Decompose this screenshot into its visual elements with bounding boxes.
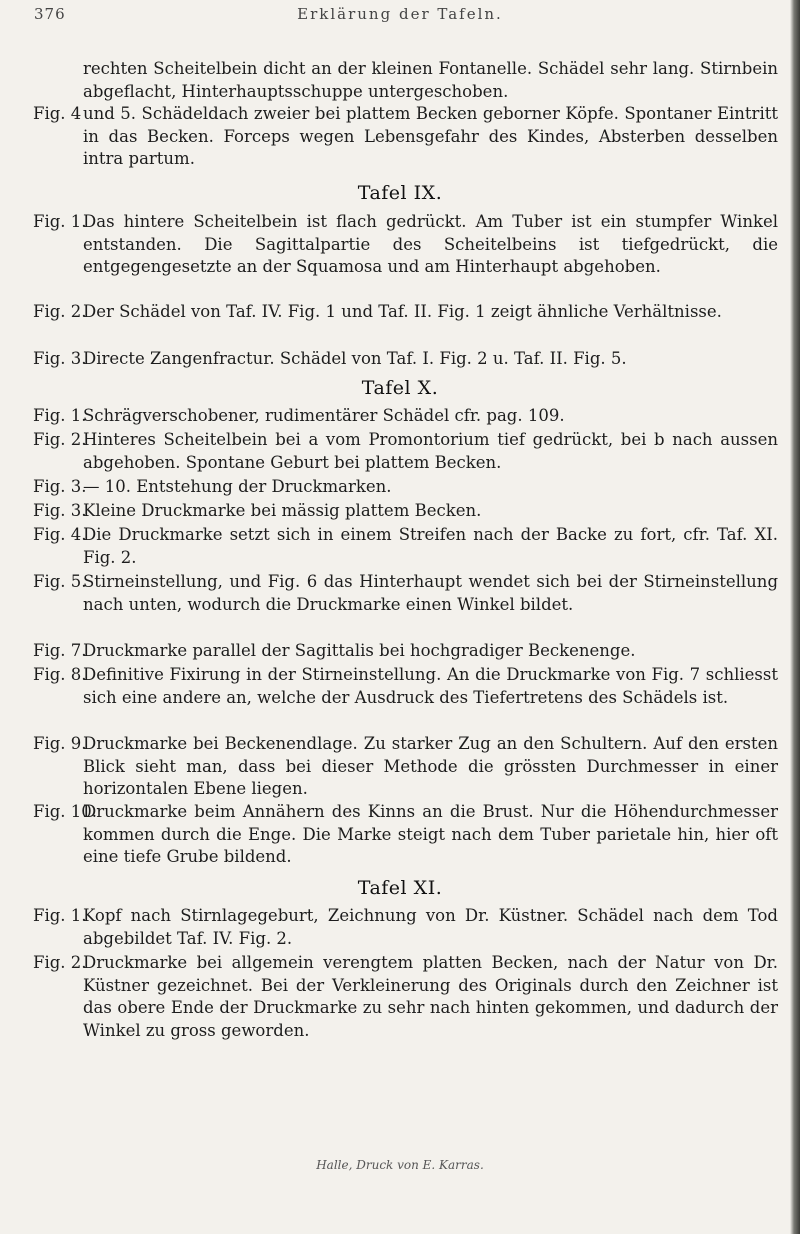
figure-description: Definitive Fixirung in der Stirneinstellung. An die Druckmarke von Fig. 7 schliesst sich eine andere an, welche der Ausdruck des Tiefertretens des Schädels ist. [83,665,778,707]
figure-description: Druckmarke beim Annähern des Kinns an die Brust. Nur die Höhendurchmesser kommen durch die Enge. Die Marke steigt nach dem Tuber parietale hin, hier oft eine tiefe Grube bildend. [83,802,778,866]
figure-entry [33,571,778,616]
figure-entry [33,301,778,324]
figure-label: Fig. 7. [33,641,87,660]
figure-description: Hinteres Scheitelbein bei a vom Promontorium tief gedrückt, bei b nach aussen abgehoben. Spontane Geburt bei plattem Becken. [83,430,778,472]
figure-label: Fig. 2. [33,302,87,321]
figure-entry [33,952,778,1042]
figure-entry [33,664,778,709]
printer-imprint: Halle, Druck von E. Karras. [316,1158,484,1172]
figure-entry [33,476,778,499]
figure-entry [33,733,778,801]
figure-label: Fig. 2. [33,953,87,972]
figure-label: Fig. 1. [33,906,87,925]
page-number: 376 [34,5,66,23]
figure-entry [33,211,778,279]
figure-entry [33,640,778,663]
figure-description: Die Druckmarke setzt sich in einem Streifen nach der Backe zu fort, cfr. Taf. XI. Fig. 2. [83,525,778,567]
figure-label: Fig. 9. [33,734,87,753]
figure-description: Druckmarke parallel der Sagittalis bei hochgradiger Beckenenge. [83,641,636,660]
figure-description: Kopf nach Stirnlagegeburt, Zeichnung von Dr. Küstner. Schädel nach dem Tod abgebildet Taf. IV. Fig. 2. [83,906,778,948]
figure-label: Fig. 4 [33,104,82,123]
figure-label: Fig. 3. [33,501,87,520]
figure-description: — 10. Entstehung der Druckmarken. [83,477,392,496]
figure-description: und 5. Schädeldach zweier bei plattem Becken geborner Köpfe. Spontaner Eintritt in das Becken. Forceps wegen Lebensgefahr des Kindes, Absterben desselben intra partum. [83,104,778,168]
figure-label: Fig. 2. [33,430,87,449]
figure-description: Der Schädel von Taf. IV. Fig. 1 und Taf. II. Fig. 1 zeigt ähnliche Verhältnisse. [83,302,722,321]
figure-description: Druckmarke bei Beckenendlage. Zu starker Zug an den Schultern. Auf den ersten Blick sieht man, dass bei dieser Methode die grössten Durchmesser in einer horizontalen Ebene liegen. [83,734,778,798]
figure-description: Stirneinstellung, und Fig. 6 das Hinterhaupt wendet sich bei der Stirneinstellung nach unten, wodurch die Druckmarke einen Winkel bildet. [83,572,778,614]
figure-entry [33,348,778,371]
figure-entry [33,905,778,950]
figure-description: Das hintere Scheitelbein ist flach gedrückt. Am Tuber ist ein stumpfer Winkel entstanden. Die Sagittalpartie des Scheitelbeins ist tiefgedrückt, die entgegengesetzte an der Squamosa und am Hinterhaupt abgehoben. [83,212,778,276]
section-heading-tafel-x: Tafel X. [361,377,439,399]
figure-entry [33,103,778,171]
section-heading-tafel-ix: Tafel IX. [357,182,443,204]
figure-description: Directe Zangenfractur. Schädel von Taf. I. Fig. 2 u. Taf. II. Fig. 5. [83,349,627,368]
figure-entry [33,429,778,474]
figure-label: Fig. 4. [33,525,87,544]
figure-label: Fig. 1. [33,406,87,425]
figure-entry [33,524,778,569]
figure-entry [33,405,778,428]
figure-label: Fig. 3. [33,349,87,368]
section-heading-tafel-xi: Tafel XI. [357,877,443,899]
figure-label: Fig. 1. [33,212,87,231]
figure-label: Fig. 5. [33,572,87,591]
running-head: Erklärung der Tafeln. [297,5,503,23]
figure-label: Fig. 10. [33,802,98,821]
figure-entry [33,500,778,523]
continued-paragraph: rechten Scheitelbein dicht an der kleinen Fontanelle. Schädel sehr lang. Stirnbein abgeflacht, Hinterhauptsschuppe untergeschoben. [83,59,778,101]
figure-description: Druckmarke bei allgemein verengtem platten Becken, nach der Natur von Dr. Küstner gezeichnet. Bei der Verkleinerung des Originals durch den Zeichner ist das obere Ende der Druckmarke zu sehr nach hinten gekommen, und dadurch der Winkel zu gross geworden. [83,953,778,1040]
figure-description: Schrägverschobener, rudimentärer Schädel cfr. pag. 109. [83,406,565,425]
figure-description: Kleine Druckmarke bei mässig plattem Becken. [83,501,482,520]
figure-entry [33,801,778,869]
figure-label: Fig. 3. [33,477,87,496]
figure-label: Fig. 8. [33,665,87,684]
